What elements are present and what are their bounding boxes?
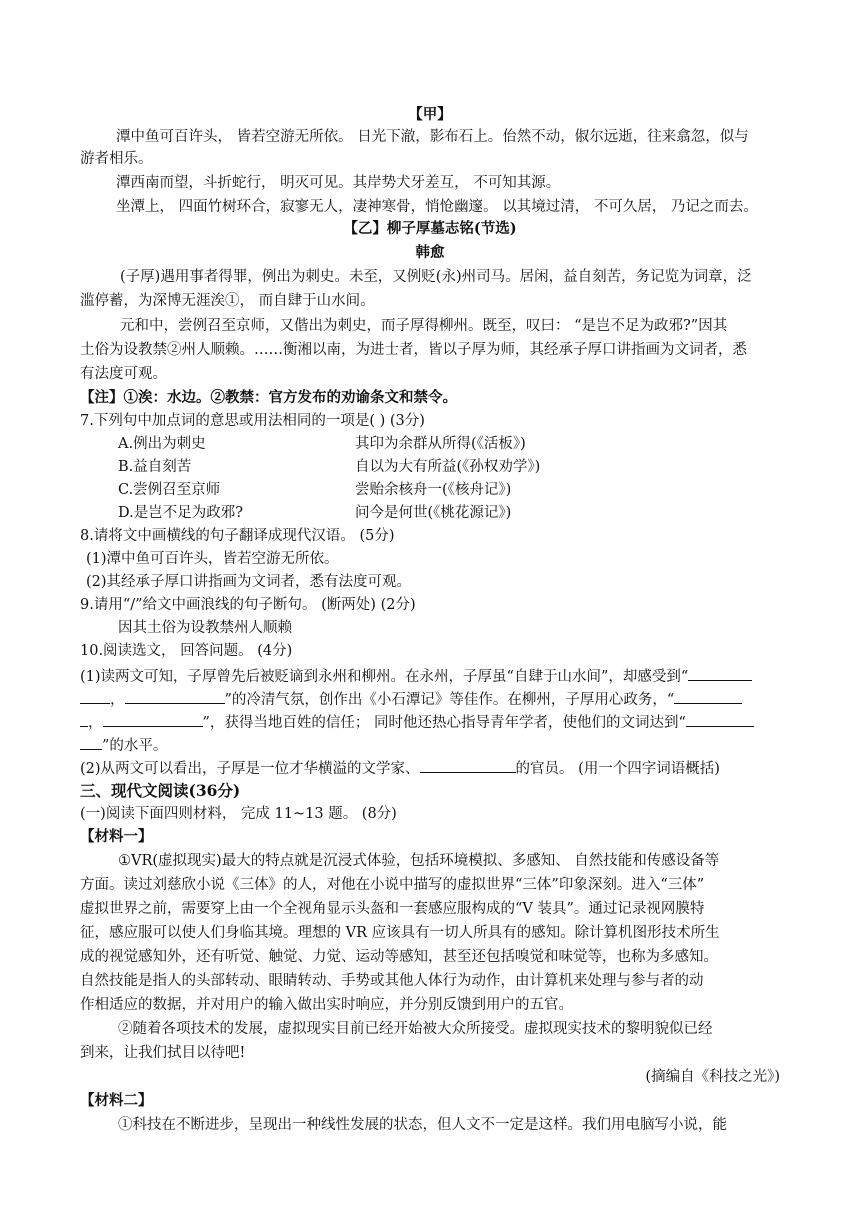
q7-option-d-right: 问今是何世(《桃花源记》) xyxy=(355,505,512,521)
q10-stem: 10.阅读选文， 回答问题。 (4分) xyxy=(80,643,293,659)
q9-stem: 9.请用“/”给文中画浪线的句子断句。 (断两处) (2分) xyxy=(80,597,416,613)
jia-paragraph-3: 坐潭上， 四面竹树环合，寂寥无人，凄神寒骨，悄怆幽邃。 以其境过清， 不可久居， 乃记之而去。 xyxy=(116,199,758,215)
material-1-paragraph-1: ①VR(虚拟现实)最大的特点就是沉浸式体验，包括环境模拟、多感知、 自然技能和传感设备等 xyxy=(118,853,720,869)
yi-paragraph-2: 元和中，尝例召至京师，又偕出为刺史，而子厚得柳州。既至，叹曰： “是岂不足为政邪?”因其 xyxy=(120,318,728,334)
q10-part1-line3 xyxy=(80,710,754,732)
q7-option-c-left: C.尝例召至京师 xyxy=(118,482,221,498)
material-1-paragraph-1-cont4: 成的视觉感知外，还有听觉、触觉、力觉、运动等感知，甚至还包括嗅觉和味觉等，也称为多感知。 xyxy=(80,949,718,965)
q7-stem: 7.下列句中加点词的意思或用法相同的一项是( ) (3分) xyxy=(80,413,425,429)
jia-paragraph-2: 潭西南而望，斗折蛇行， 明灭可见。其岸势犬牙差互， 不可知其源。 xyxy=(116,175,561,191)
yi-paragraph-2-cont1: 土俗为设教禁②州人顺赖。……衡湘以南，为进士者，皆以子厚为师，其经承子厚口讲指画为文词者，悉 xyxy=(80,342,747,358)
jia-paragraph-1: 潭中鱼可百许头， 皆若空游无所依。 日光下澈，影布石上。佁然不动，俶尔远逝，往来翕忽，似与 xyxy=(116,129,749,145)
jia-paragraph-1-cont: 游者相乐。 xyxy=(80,151,153,167)
yi-paragraph-1-cont: 滥停蓄，为深博无涯涘①， 而自肆于山水间。 xyxy=(80,293,375,309)
q7-option-b-left: B.益自刻苦 xyxy=(118,459,192,475)
q8-stem: 8.请将文中画横线的句子翻译成现代汉语。 (5分) xyxy=(80,528,395,544)
q10-text: (1)读两文可知，子厚曾先后被贬谪到永州和柳州。在永州，子厚虽“自肆于山水间”，却感受到“ xyxy=(80,669,689,685)
q10-part1-line4 xyxy=(80,733,167,755)
material-1-paragraph-1-cont6: 作相适应的数据，并对用户的输入做出实时响应，并分别反馈到用户的五官。 xyxy=(80,997,573,1013)
material-1-paragraph-1-cont5: 自然技能是指人的头部转动、眼睛转动、手势或其他人体行为动作，由计算机来处理与参与者的动 xyxy=(80,973,704,989)
section-3-subheading: (一)阅读下面四则材料， 完成 11~13 题。 (8分) xyxy=(80,806,397,822)
answer-blank[interactable] xyxy=(688,664,752,681)
material-1-title: 【材料一】 xyxy=(80,828,153,845)
answer-blank[interactable] xyxy=(103,710,203,727)
yi-note: 【注】①涘：水边。②教禁：官方发布的劝谕条文和禁令。 xyxy=(80,389,457,406)
jia-title: 【甲】 xyxy=(408,106,452,123)
q10-part2 xyxy=(80,756,720,778)
q10-text: ”，获得当地百姓的信任； 同时他还热心指导青年学者，使他们的文词达到“ xyxy=(202,715,686,731)
answer-blank[interactable] xyxy=(674,687,742,704)
q10-text: ， xyxy=(110,692,125,708)
q7-option-d-left: D.是岂不足为政邪? xyxy=(118,505,243,521)
q10-part1-line1 xyxy=(80,664,752,686)
answer-blank[interactable] xyxy=(420,756,516,773)
material-1-paragraph-1-cont2: 虚拟世界之前，需要穿上由一个全视角显示头盔和一套感应服构成的“V 装具”。通过记录视网膜特 xyxy=(80,901,705,917)
q9-sentence: 因其土俗为设教禁州人顺赖 xyxy=(118,620,292,636)
yi-paragraph-1: (子厚)遇用事者得罪，例出为刺史。未至，又例贬(永)州司马。居闲，益自刻苦，务记览为词章，泛 xyxy=(120,269,752,285)
yi-title: 【乙】柳子厚墓志铭(节选) xyxy=(343,220,517,237)
q10-text: ”的冷清气氛，创作出《小石潭记》等佳作。在柳州，子厚用心政务，“ xyxy=(224,692,675,708)
yi-author: 韩愈 xyxy=(415,244,445,261)
section-3-heading: 三、现代文阅读(36分) xyxy=(80,781,241,800)
q10-text: ， xyxy=(88,715,103,731)
answer-blank[interactable] xyxy=(125,687,225,704)
q7-option-a-left: A.例出为刺史 xyxy=(118,436,206,452)
material-1-paragraph-1-cont3: 征，感应服可以使人们身临其境。理想的 VR 应该具有一切人所具有的感知。除计算机图形技术所生 xyxy=(80,925,720,941)
material-1-source: (摘编自《科技之光》) xyxy=(645,1069,780,1085)
material-2-title: 【材料二】 xyxy=(80,1092,153,1109)
answer-blank[interactable] xyxy=(80,687,110,704)
q7-option-c-right: 尝贻余核舟一(《核舟记》) xyxy=(355,482,512,498)
answer-blank[interactable] xyxy=(686,710,754,727)
answer-blank[interactable] xyxy=(80,733,102,750)
q8-sentence-1: (1)潭中鱼可百许头，皆若空游无所依。 xyxy=(86,551,339,567)
answer-blank[interactable] xyxy=(80,710,88,727)
material-2-paragraph-1: ①科技在不断进步，呈现出一种线性发展的状态，但人文不一定是这样。我们用电脑写小说，能 xyxy=(118,1117,727,1133)
q10-text: (2)从两文可以看出，子厚是一位才华横溢的文学家、 xyxy=(80,761,420,777)
material-1-paragraph-1-cont1: 方面。读过刘慈欣小说《三体》的人，对他在小说中描写的虚拟世界“三体”印象深刻。进入“三体” xyxy=(80,877,705,893)
q10-text: ”的水平。 xyxy=(102,738,168,754)
q7-option-a-right: 其印为余群从所得(《活板》) xyxy=(355,436,526,452)
material-1-paragraph-2: ②随着各项技术的发展，虚拟现实目前已经开始被大众所接受。虚拟现实技术的黎明貌似已经 xyxy=(118,1021,713,1037)
q10-part1-line2 xyxy=(80,687,742,709)
q8-sentence-2: (2)其经承子厚口讲指画为文词者，悉有法度可观。 xyxy=(86,574,412,590)
q7-option-b-right: 自以为大有所益(《孙权劝学》) xyxy=(355,459,541,475)
material-1-paragraph-2-cont: 到来，让我们拭目以待吧! xyxy=(80,1045,246,1061)
q10-text: 的官员。 (用一个四字词语概括) xyxy=(515,761,720,777)
yi-paragraph-2-cont2: 有法度可观。 xyxy=(80,366,167,382)
